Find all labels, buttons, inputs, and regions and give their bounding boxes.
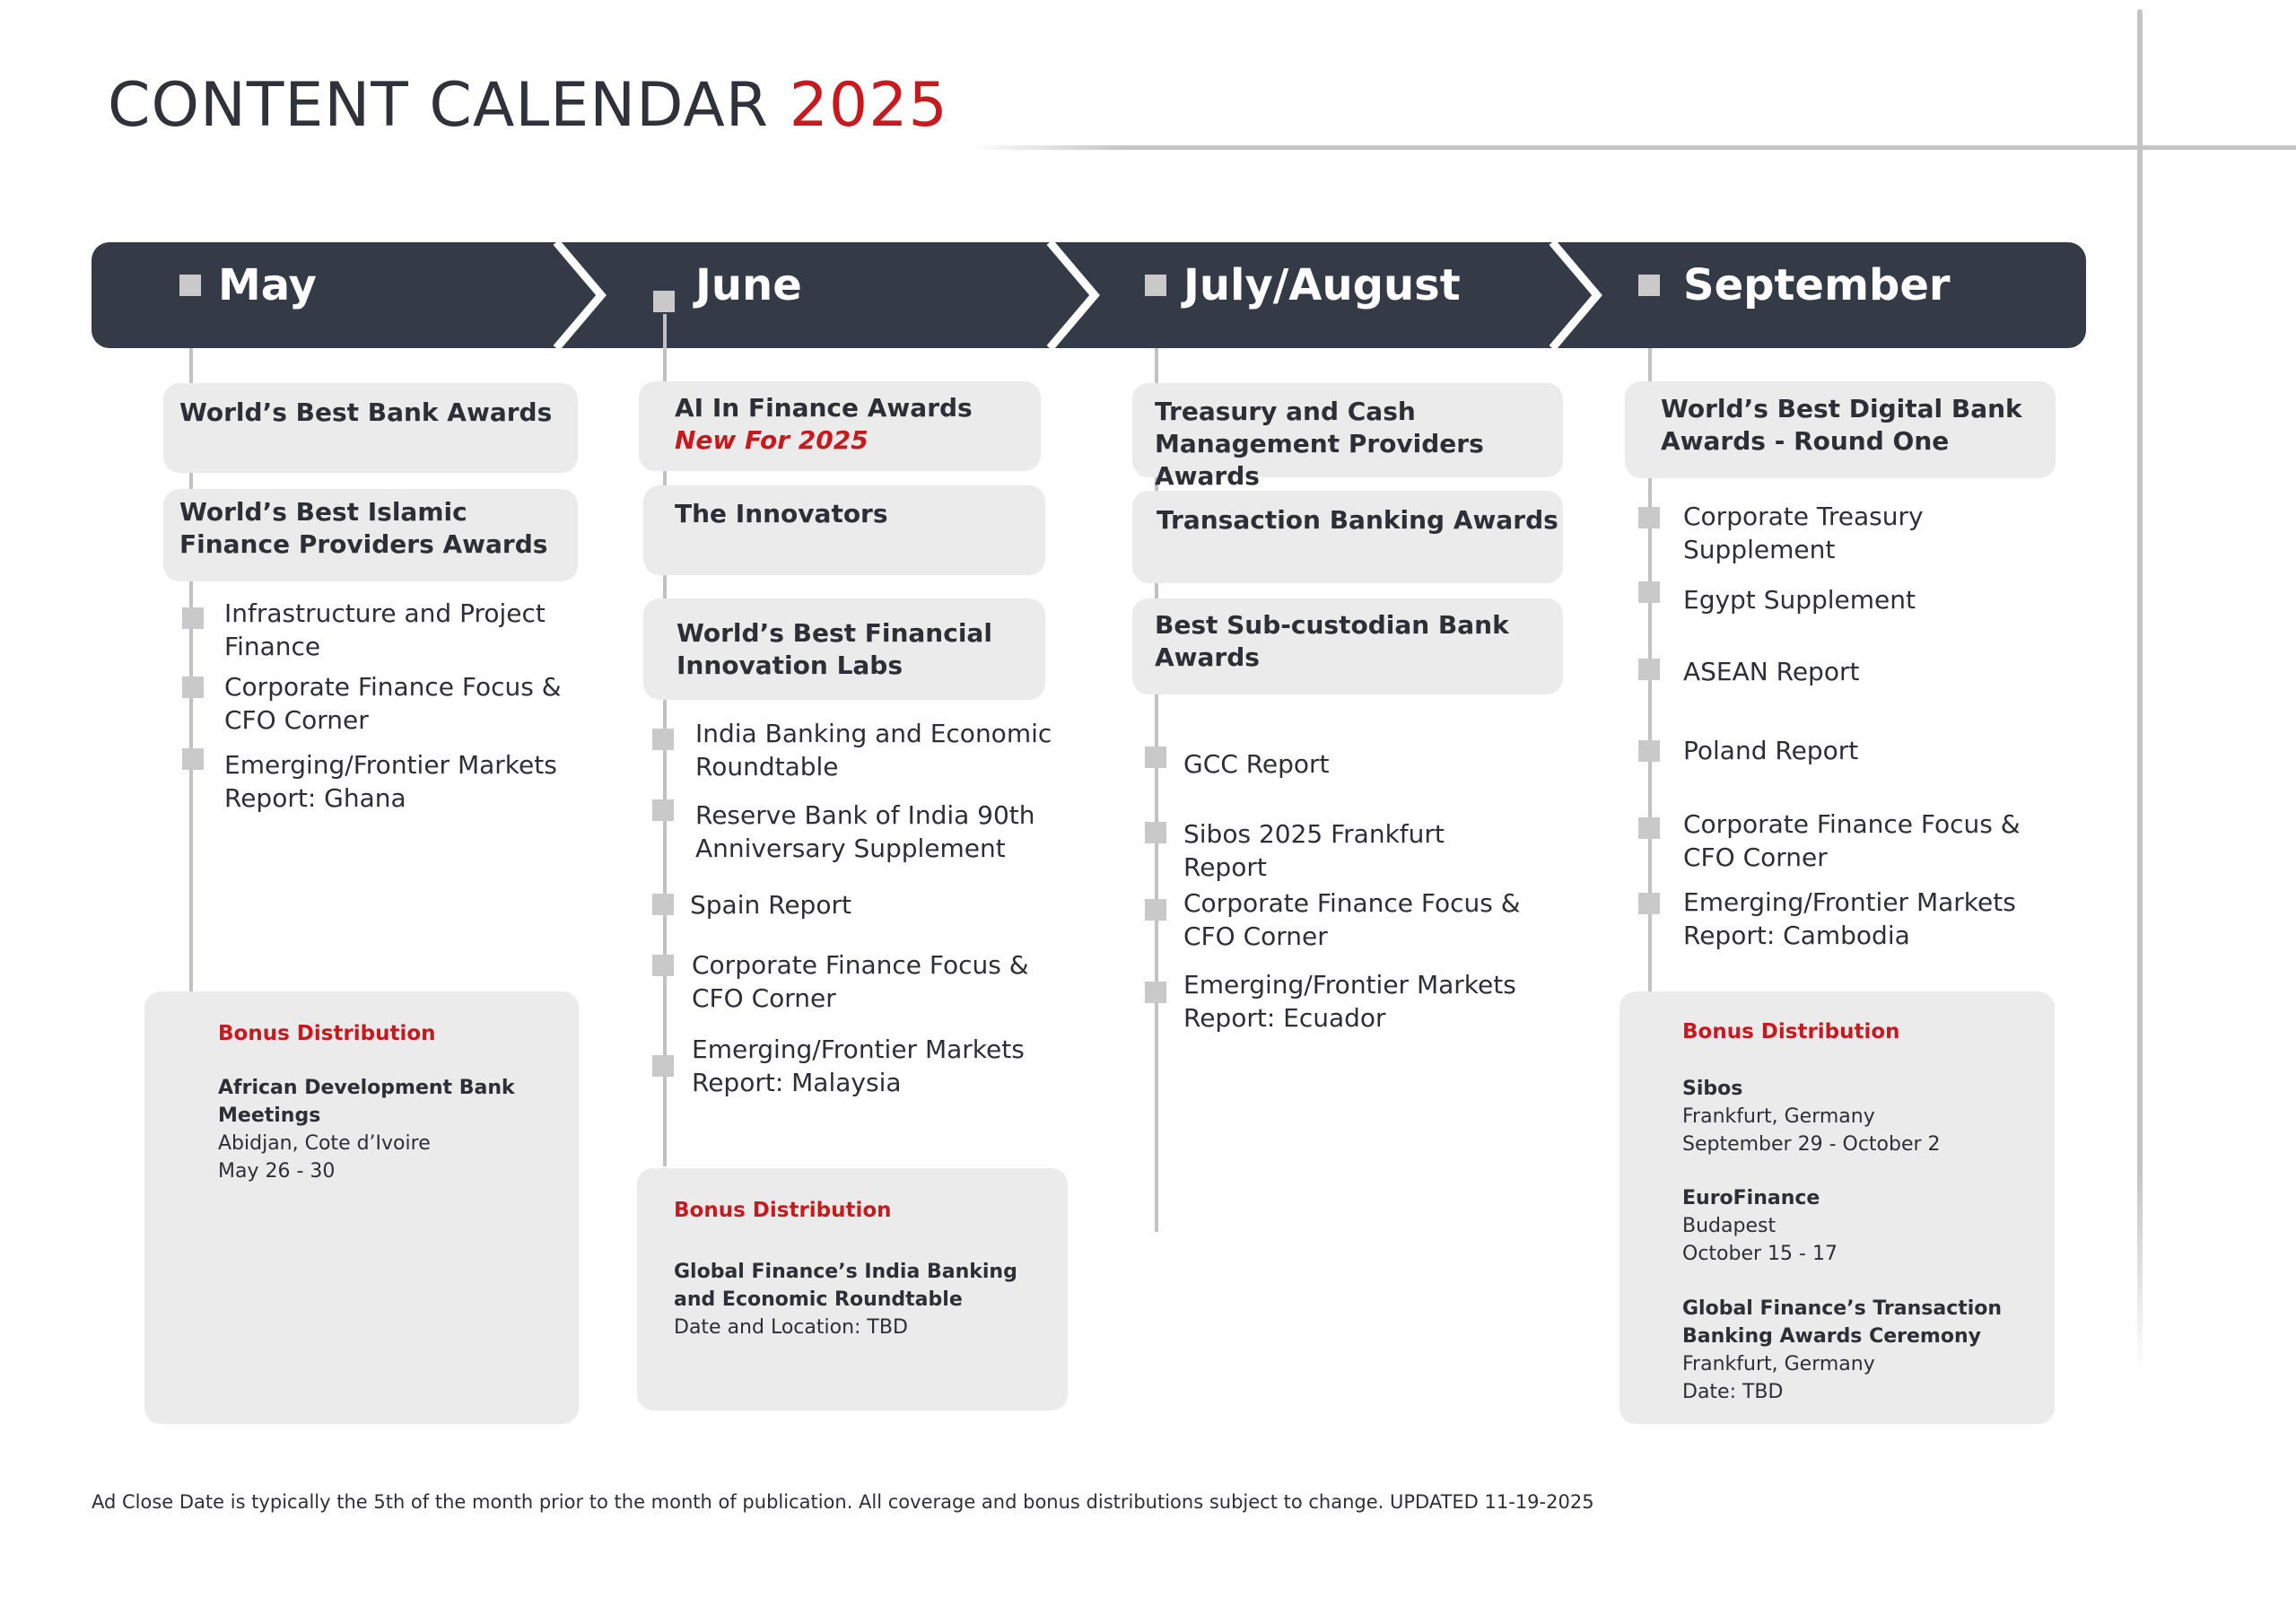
list-item: Sibos 2025 Frankfurt Report — [1183, 819, 1445, 882]
list-marker — [652, 729, 674, 750]
list-marker — [1145, 747, 1166, 768]
bonus-entry — [218, 1074, 523, 1185]
month-label-june: June — [695, 260, 802, 310]
award-title: World’s Best Digital Bank Awards - Round One — [1661, 394, 2022, 456]
list-item: Spain Report — [690, 890, 851, 920]
list-marker — [652, 1055, 674, 1077]
award-title: The Innovators — [675, 499, 888, 528]
title-year: 2025 — [789, 70, 948, 141]
award-title-text: AI In Finance Awards — [675, 393, 973, 423]
decorative-vertical-line — [2137, 9, 2143, 1373]
award-title: World’s Best Bank Awards — [179, 397, 553, 427]
list-item: Corporate Finance Focus & CFO Corner — [224, 672, 562, 735]
list-item: Corporate Finance Focus & CFO Corner — [692, 950, 1029, 1013]
list-item: Corporate Finance Focus & CFO Corner — [1183, 888, 1521, 951]
list-item: Emerging/Frontier Markets Report: Ghana — [224, 750, 557, 813]
list-marker — [652, 894, 674, 915]
chevron-right-icon — [1043, 242, 1105, 348]
list-item: Emerging/Frontier Markets Report: Ecuador — [1183, 970, 1516, 1033]
list-item: Emerging/Frontier Markets Report: Cambodia — [1683, 887, 2016, 950]
new-for-2025-label: New For 2025 — [675, 425, 869, 455]
list-marker — [1638, 740, 1660, 762]
bonus-entry-line: Abidjan, Cote d’Ivoire — [218, 1132, 431, 1155]
award-title: World’s Best Financial Innovation Labs — [677, 618, 992, 680]
bonus-entry-name: EuroFinance — [1682, 1187, 1820, 1209]
bonus-entry — [1682, 1184, 2041, 1268]
award-title: World’s Best Islamic Finance Providers Awards — [179, 497, 548, 559]
list-item: GCC Report — [1183, 749, 1330, 779]
award-title: Transaction Banking Awards — [1157, 505, 1558, 535]
bonus-entry-line: October 15 - 17 — [1682, 1243, 1838, 1265]
list-marker — [182, 748, 204, 770]
list-marker — [1145, 982, 1166, 1003]
list-marker — [1638, 817, 1660, 839]
bonus-title: Bonus Distribution — [218, 1022, 436, 1045]
bonus-entry-line: Budapest — [1682, 1215, 1777, 1237]
bonus-entry-line: Frankfurt, Germany — [1682, 1353, 1875, 1375]
list-item: Reserve Bank of India 90th Anniversary Supplement — [695, 800, 1035, 863]
list-marker — [652, 955, 674, 976]
bonus-entry — [1682, 1295, 2041, 1406]
award-title — [675, 392, 1034, 457]
list-item: Infrastructure and Project Finance — [224, 598, 546, 661]
list-marker — [182, 677, 204, 698]
bonus-distribution-box — [144, 991, 579, 1424]
bonus-entry-name: Global Finance’s Transaction Banking Awards Ceremony — [1682, 1297, 2003, 1348]
award-title: Treasury and Cash Management Providers Awards — [1155, 397, 1484, 491]
bonus-entry — [1682, 1075, 2041, 1158]
month-marker — [1145, 275, 1166, 296]
month-label-may: May — [218, 260, 317, 310]
bonus-entry-line: May 26 - 30 — [218, 1160, 336, 1183]
title-main: CONTENT CALENDAR — [108, 70, 770, 141]
list-marker — [1638, 507, 1660, 528]
bonus-entry-line: Date: TBD — [1682, 1381, 1784, 1403]
bonus-distribution-box — [1619, 991, 2055, 1424]
month-label-september: September — [1683, 260, 1951, 310]
page-title — [108, 70, 948, 141]
bonus-distribution-box — [637, 1168, 1068, 1410]
month-marker — [1638, 275, 1660, 296]
list-item: ASEAN Report — [1683, 657, 1860, 686]
list-marker — [1638, 659, 1660, 680]
list-item: India Banking and Economic Roundtable — [695, 719, 1052, 781]
bonus-entry-line: Frankfurt, Germany — [1682, 1105, 1875, 1128]
chevron-right-icon — [1545, 242, 1608, 348]
bonus-entry-name: African Development Bank Meetings — [218, 1077, 515, 1127]
list-marker — [1638, 893, 1660, 914]
bonus-title: Bonus Distribution — [674, 1199, 892, 1222]
chevron-right-icon — [549, 242, 612, 348]
list-marker — [1638, 581, 1660, 603]
bonus-title: Bonus Distribution — [1682, 1020, 1900, 1043]
bonus-entry-line: September 29 - October 2 — [1682, 1133, 1941, 1156]
list-item: Egypt Supplement — [1683, 585, 1916, 615]
list-marker — [1145, 899, 1166, 921]
award-title: Best Sub-custodian Bank Awards — [1155, 610, 1509, 672]
list-item: Poland Report — [1683, 736, 1859, 765]
decorative-horizontal-line — [969, 145, 2296, 150]
list-item: Emerging/Frontier Markets Report: Malaysia — [692, 1035, 1025, 1097]
bonus-entry-name: Sibos — [1682, 1078, 1743, 1100]
list-item: Corporate Treasury Supplement — [1683, 502, 1924, 564]
bonus-entry-line: Date and Location: TBD — [674, 1316, 908, 1339]
footer-note: Ad Close Date is typically the 5th of the month prior to the month of publication. All coverage and bonus distributions subject to change. UPDATED 11-19-2025 — [92, 1491, 1594, 1513]
month-marker — [653, 291, 675, 312]
list-marker — [182, 607, 204, 629]
month-marker — [179, 275, 201, 296]
list-item: Corporate Finance Focus & CFO Corner — [1683, 809, 2021, 872]
bonus-entry-name: Global Finance’s India Banking and Economic Roundtable — [674, 1261, 1017, 1311]
list-marker — [652, 799, 674, 821]
month-label-july-august: July/August — [1183, 260, 1461, 310]
bonus-entry — [674, 1258, 1033, 1341]
list-marker — [1145, 822, 1166, 843]
